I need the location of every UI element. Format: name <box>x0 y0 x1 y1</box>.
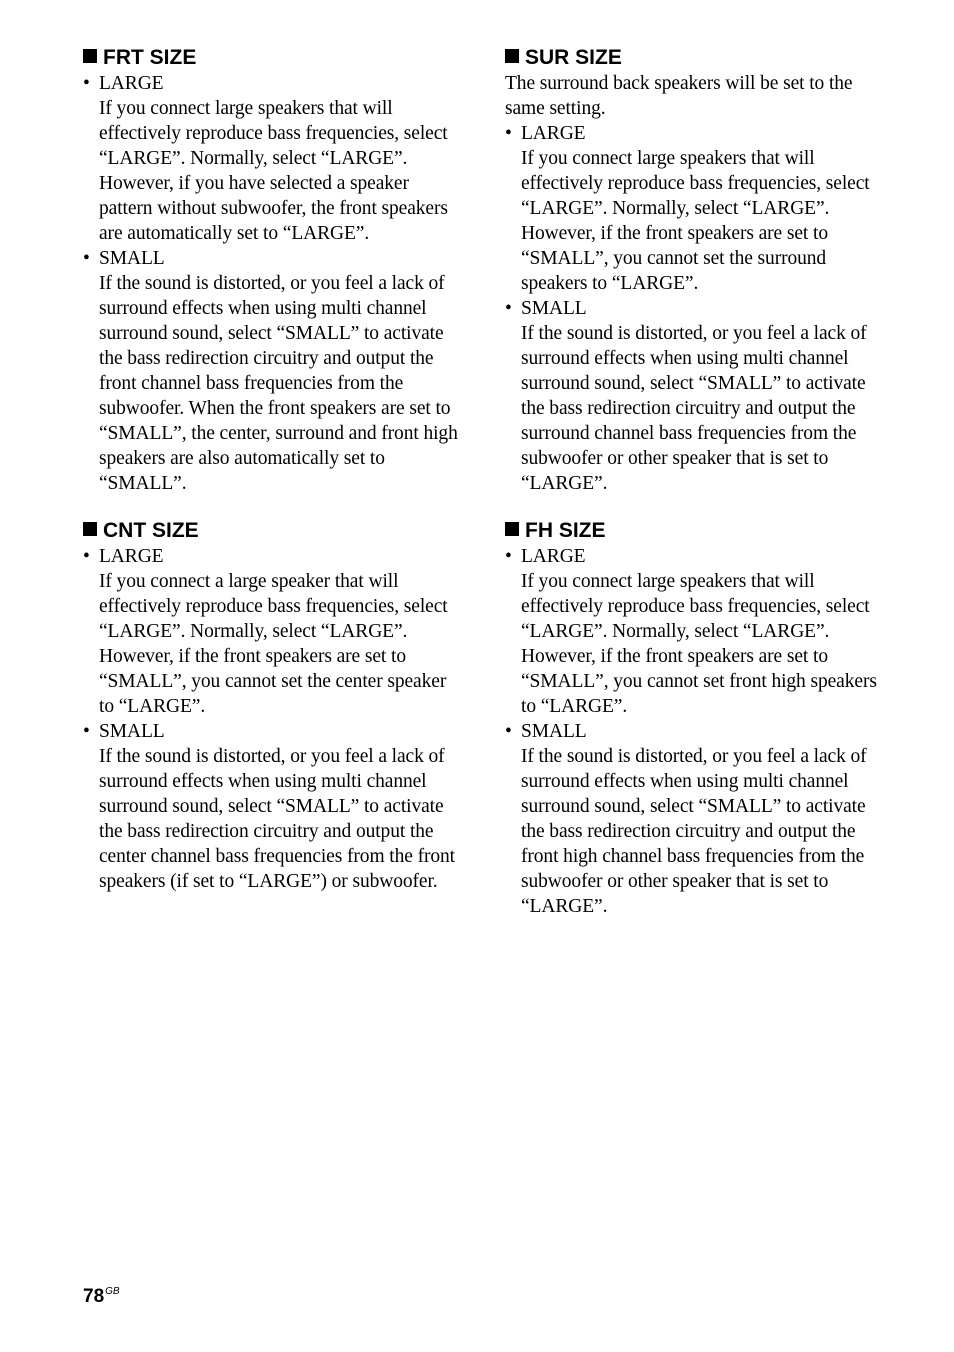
section-title: CNT SIZE <box>103 519 199 542</box>
square-bullet-icon <box>505 49 519 63</box>
bullet-icon: • <box>505 721 512 742</box>
section-title: SUR SIZE <box>525 46 622 69</box>
option-item <box>83 719 463 894</box>
option-item <box>505 296 885 496</box>
option-item <box>83 71 463 246</box>
section-heading <box>83 45 463 71</box>
page-number-suffix: GB <box>105 1286 120 1297</box>
option-item <box>505 719 885 919</box>
square-bullet-icon <box>83 522 97 536</box>
page-number <box>83 1281 120 1308</box>
right-column <box>505 45 885 941</box>
section-heading <box>505 45 885 71</box>
bullet-icon: • <box>505 123 512 144</box>
option-label: SMALL <box>99 248 165 269</box>
option-item <box>83 246 463 496</box>
bullet-icon: • <box>83 73 90 94</box>
section-heading <box>83 518 463 544</box>
bullet-icon: • <box>505 298 512 319</box>
option-label: LARGE <box>99 73 164 94</box>
bullet-icon: • <box>505 546 512 567</box>
option-item <box>505 544 885 719</box>
bullet-icon: • <box>83 248 90 269</box>
option-item <box>505 121 885 296</box>
option-description: If the sound is distorted, or you feel a lack of surround effects when using multi channel surround sound, select “SMALL” to activate the bass redirection circuitry and output the surround channel bass frequencies from the subwoofer or other speaker that is set to “LARGE”. <box>521 323 867 494</box>
section-title: FRT SIZE <box>103 46 197 69</box>
section-heading <box>505 518 885 544</box>
option-label: LARGE <box>99 546 164 567</box>
page-number-value: 78 <box>83 1286 105 1307</box>
option-item <box>83 544 463 719</box>
bullet-icon: • <box>83 546 90 567</box>
section-title: FH SIZE <box>525 519 606 542</box>
option-label: LARGE <box>521 123 586 144</box>
section-sur-size <box>505 45 885 496</box>
option-label: SMALL <box>521 721 587 742</box>
section-fh-size <box>505 518 885 919</box>
bullet-icon: • <box>83 721 90 742</box>
section-frt-size <box>83 45 463 496</box>
option-description: If the sound is distorted, or you feel a lack of surround effects when using multi channel surround sound, select “SMALL” to activate the bass redirection circuitry and output the front channel bass frequencies from the subwoofer. When the front speakers are set to “SMALL”, the center, surround and front high speakers are also automatically set to “SMALL”. <box>99 273 458 494</box>
option-description: If you connect large speakers that will effectively reproduce bass frequencies, select “LARGE”. Normally, select “LARGE”. However, if the front speakers are set to “SMALL”, you cannot set front high speakers to “LARGE”. <box>521 571 877 717</box>
option-description: If you connect a large speaker that will effectively reproduce bass frequencies, select “LARGE”. Normally, select “LARGE”. However, if the front speakers are set to “SMALL”, you cannot set the center speaker to “LARGE”. <box>99 571 448 717</box>
section-intro: The surround back speakers will be set to the same setting. <box>505 73 853 119</box>
square-bullet-icon <box>505 522 519 536</box>
option-description: If the sound is distorted, or you feel a lack of surround effects when using multi channel surround sound, select “SMALL” to activate the bass redirection circuitry and output the front high channel bass frequencies from the subwoofer or other speaker that is set to “LARGE”. <box>521 746 867 917</box>
square-bullet-icon <box>83 49 97 63</box>
left-column <box>83 45 463 916</box>
option-label: SMALL <box>521 298 587 319</box>
option-label: LARGE <box>521 546 586 567</box>
option-description: If you connect large speakers that will effectively reproduce bass frequencies, select “LARGE”. Normally, select “LARGE”. However, if the front speakers are set to “SMALL”, you cannot set the surround speakers to “LARGE”. <box>521 148 870 294</box>
option-description: If you connect large speakers that will effectively reproduce bass frequencies, select “LARGE”. Normally, select “LARGE”. However, if you have selected a speaker pattern without subwoofer, the front speakers are automatically set to “LARGE”. <box>99 98 448 244</box>
option-label: SMALL <box>99 721 165 742</box>
section-cnt-size <box>83 518 463 894</box>
option-description: If the sound is distorted, or you feel a lack of surround effects when using multi channel surround sound, select “SMALL” to activate the bass redirection circuitry and output the center channel bass frequencies from the front speakers (if set to “LARGE”) or subwoofer. <box>99 746 455 892</box>
